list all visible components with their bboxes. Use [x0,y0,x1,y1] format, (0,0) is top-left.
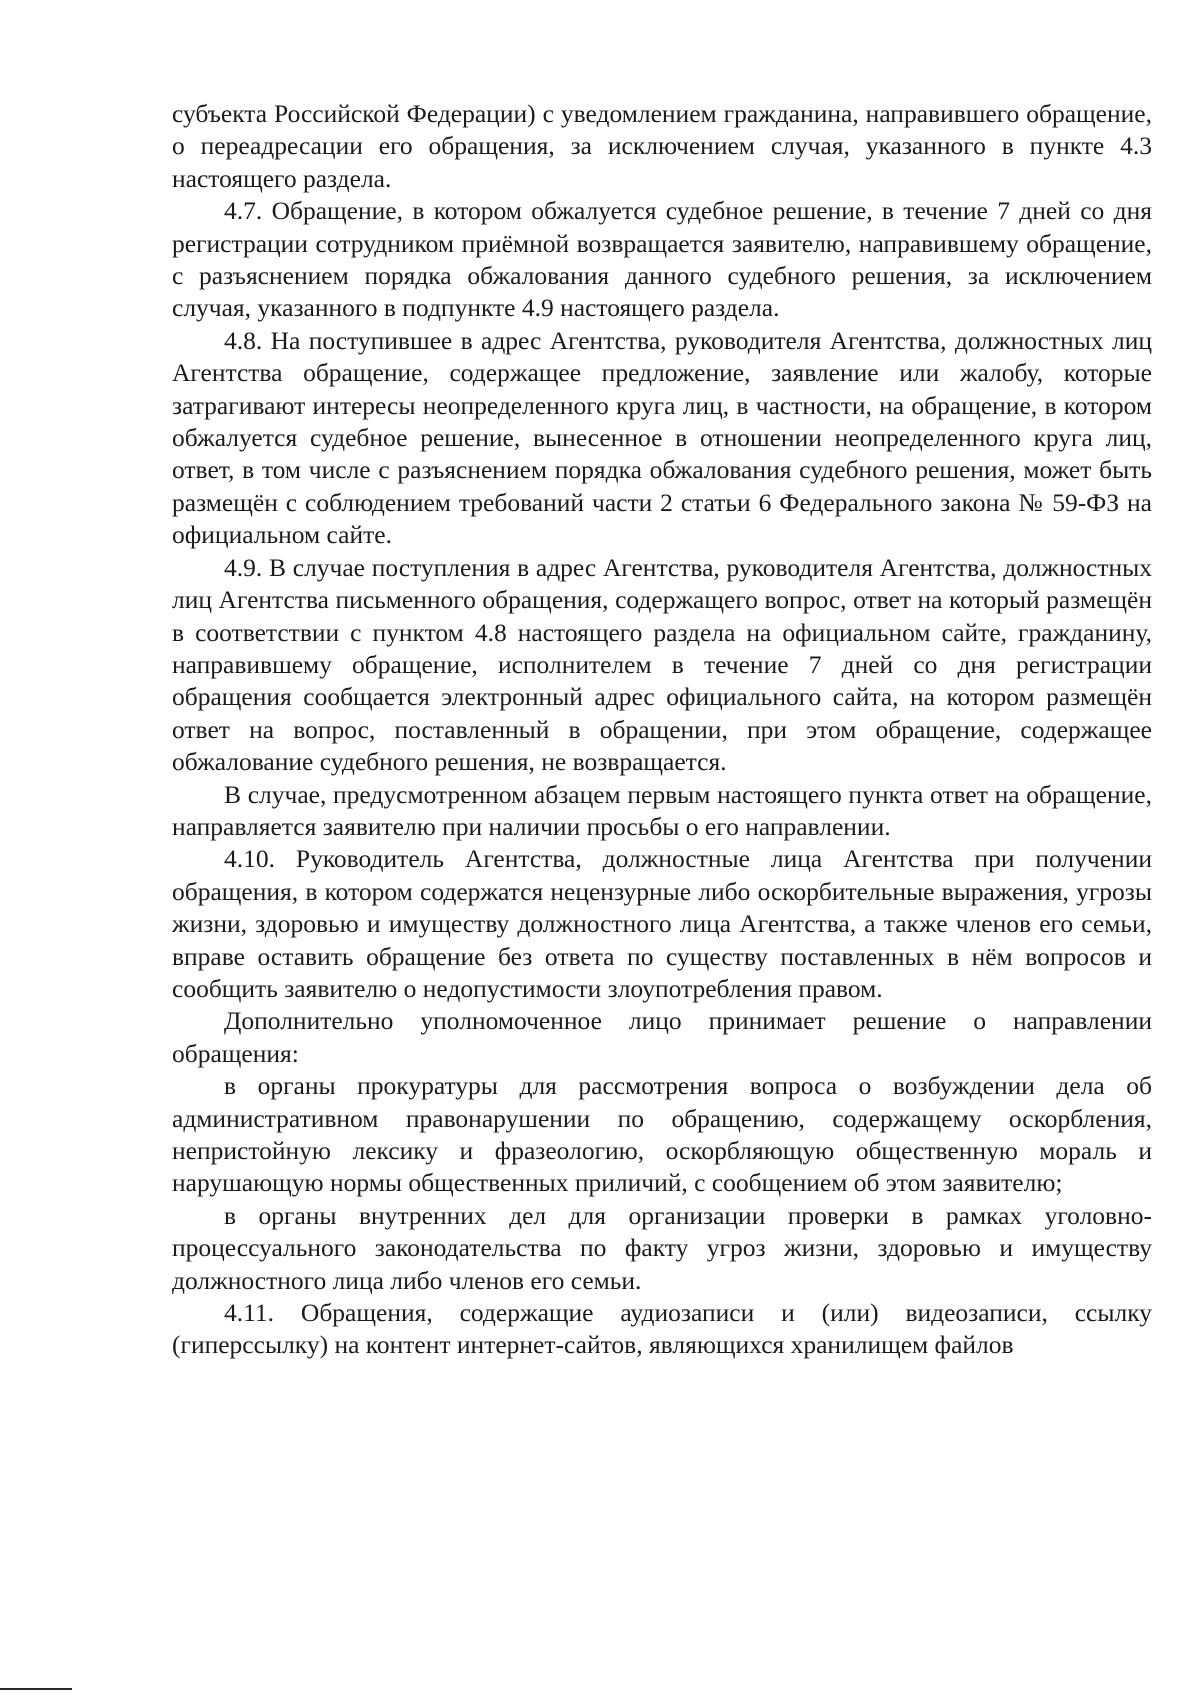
paragraph-4-7: 4.7. Обращение, в котором обжалуется судебное решение, в течение 7 дней со дня регистрации сотрудником приёмной возвращается заявителю, направившему обращение, с разъяснением порядка обжалования данного судебного решения, за исключением случая, указанного в подпункте 4.9 настоящего раздела. [172,196,1152,323]
paragraph-continuation: субъекта Российской Федерации) с уведомлением гражданина, направившего обращение, о переадресации его обращения, за исключением случая, указанного в пункте 4.3 настоящего раздела. [172,99,1152,193]
document-page [172,98,1152,1362]
paragraph-internal-affairs-bodies: в органы внутренних дел для организации проверки в рамках уголовно-процессуального законодательства по факту угроз жизни, здоровью и имуществу должностного лица либо членов его семьи. [172,1200,1152,1295]
paragraph-4-9-second: В случае, предусмотренном абзацем первым настоящего пункта ответ на обращение, направляется заявителю при наличии просьбы о его направлении. [172,779,1152,841]
paragraph-4-9: 4.9. В случае поступления в адрес Агентства, руководителя Агентства, должностных лиц Агентства письменного обращения, содержащего вопрос, ответ на который размещён в соответствии с пунктом 4.8 настоящего раздела на официальном сайте, гражданину, направившему обращение, исполнителем в течение 7 дней со дня регистрации обращения сообщается электронный адрес официального сайта, на котором размещён ответ на вопрос, поставленный в обращении, при этом обращение, содержащее обжалование судебного решения, не возвращается. [172,552,1152,777]
paragraph-4-8: 4.8. На поступившее в адрес Агентства, руководителя Агентства, должностных лиц Агентства обращение, содержащее предложение, заявление или жалобу, которые затрагивают интересы неопределенного круга лиц, в частности, на обращение, в котором обжалуется судебное решение, вынесенное в отношении неопределенного круга лиц, ответ, в том числе с разъяснением порядка обжалования судебного решения, может быть размещён с соблюдением требований части 2 статьи 6 Федерального закона № 59-ФЗ на официальном сайте. [172,325,1152,550]
scan-edge-line [0,1688,72,1690]
paragraph-additional-decision: Дополнительно уполномоченное лицо принимает решение о направлении обращения: [172,1006,1152,1068]
paragraph-4-10: 4.10. Руководитель Агентства, должностные лица Агентства при получении обращения, в котором содержатся нецензурные либо оскорбительные выражения, угрозы жизни, здоровью и имуществу должностного лица Агентства, а также членов его семьи, вправе оставить обращение без ответа по существу поставленных в нём вопросов и сообщить заявителю о недопустимости злоупотребления правом. [172,844,1152,1003]
paragraph-4-11: 4.11. Обращения, содержащие аудиозаписи и (или) видеозаписи, ссылку (гиперссылку) на контент интернет-сайтов, являющихся хранилищем файлов [172,1298,1152,1360]
paragraph-prosecutor-bodies: в органы прокуратуры для рассмотрения вопроса о возбуждении дела об административном правонарушении по обращению, содержащему оскорбления, непристойную лексику и фразеологию, оскорбляющую общественную мораль и нарушающую нормы общественных приличий, с сообщением об этом заявителю; [172,1071,1152,1198]
